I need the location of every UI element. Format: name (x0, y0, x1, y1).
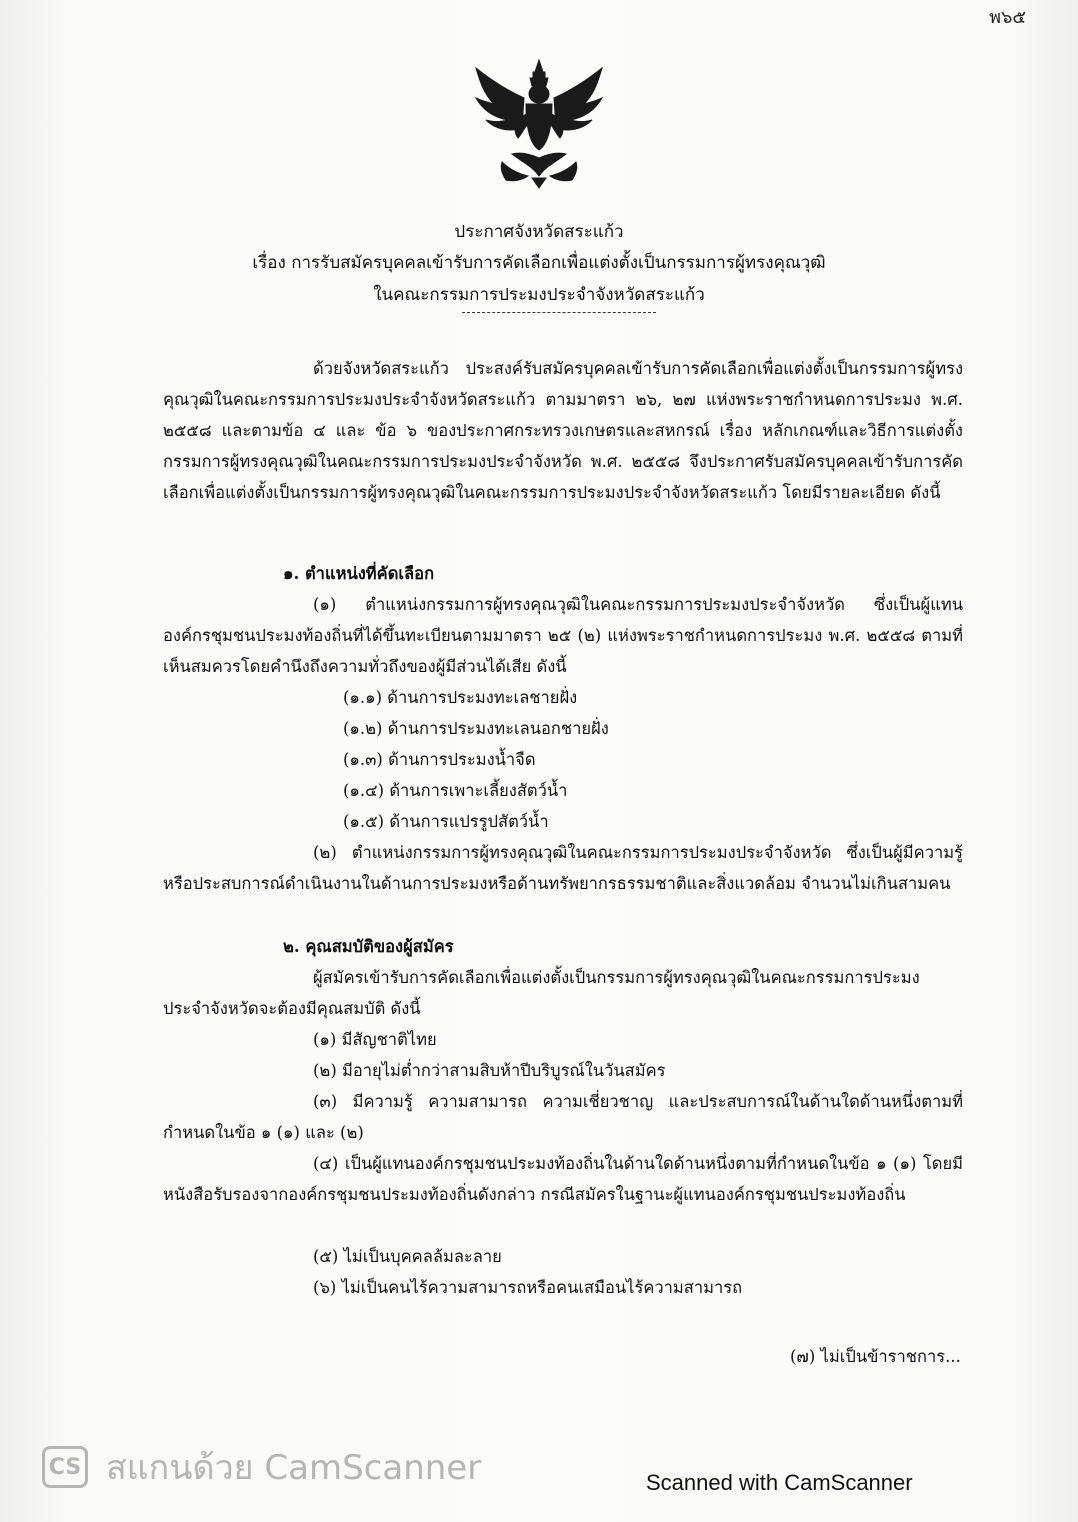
announcement-subject-continued: ในคณะกรรมการประมงประจำจังหวัดสระแก้ว (373, 285, 705, 305)
subitem-1-4: (๑.๔) ด้านการเพาะเลี้ยงสัตว์น้ำ (343, 781, 568, 800)
title-divider (462, 312, 656, 313)
section-2-intro: ผู้สมัครเข้ารับการคัดเลือกเพื่อแต่งตั้งเป็นกรรมการผู้ทรงคุณวุฒิในคณะกรรมการประมงประจำจังหวัดจะต้องมีคุณสมบัติ ดังนี้ (163, 968, 920, 1018)
qualification-1: (๑) มีสัญชาติไทย (313, 1030, 437, 1049)
announcement-subject: เรื่อง การรับสมัครบุคคลเข้ารับการคัดเลือกเพื่อแต่งตั้งเป็นกรรมการผู้ทรงคุณวุฒิ (252, 253, 826, 273)
camscanner-watermark (42, 1440, 481, 1494)
section-1-heading: ๑. ตำแหน่งที่คัดเลือก (283, 564, 435, 583)
qualification-2: (๒) มีอายุไม่ต่ำกว่าสามสิบห้าปีบริบูรณ์ในวันสมัคร (313, 1061, 666, 1080)
subitem-1-3: (๑.๓) ด้านการประมงน้ำจืด (343, 750, 536, 769)
qualification-6: (๖) ไม่เป็นคนไร้ความสามารถหรือคนเสมือนไร้ความสามารถ (313, 1278, 743, 1297)
camscanner-logo-icon: CS (42, 1446, 88, 1488)
camscanner-watermark-text: สแกนด้วย CamScanner (106, 1448, 482, 1488)
qualification-4: (๔) เป็นผู้แทนองค์กรชุมชนประมงท้องถิ่นในด้านใดด้านหนึ่งตามที่กำหนดในข้อ ๑ (๑) โดยมีหนังสือรับรองจากองค์กรชุมชนประมงท้องถิ่นดังกล่าว กรณีสมัครในฐานะผู้แทนองค์กรชุมชนประมงท้องถิ่น (163, 1154, 963, 1204)
announcement-title: ประกาศจังหวัดสระแก้ว (454, 222, 624, 242)
qualification-3: (๓) มีความรู้ ความสามารถ ความเชี่ยวชาญ และประสบการณ์ในด้านใดด้านหนึ่งตามที่กำหนดในข้อ ๑ (๑) และ (๒) (163, 1092, 963, 1142)
scanned-with-label: Scanned with CamScanner (646, 1470, 913, 1495)
subitem-1-5: (๑.๕) ด้านการแปรรูปสัตว์น้ำ (343, 812, 549, 831)
garuda-emblem-icon (472, 58, 606, 190)
intro-paragraph: ด้วยจังหวัดสระแก้ว ประสงค์รับสมัครบุคคลเข้ารับการคัดเลือกเพื่อแต่งตั้งเป็นกรรมการผู้ทรงคุณวุฒิในคณะกรรมการประมงประจำจังหวัดสระแก้ว ตามมาตรา ๒๖, ๒๗ แห่งพระราชกำหนดการประมง พ.ศ. ๒๕๕๘ และตามข้อ ๔ และ ข้อ ๖ ของประกาศกระทรวงเกษตรและสหกรณ์ เรื่อง หลักเกณฑ์และวิธีการแต่งตั้งกรรมการผู้ทรงคุณวุฒิในคณะกรรมการประมงประจำจังหวัด พ.ศ. ๒๕๕๘ จึงประกาศรับสมัครบุคคลเข้ารับการคัดเลือกเพื่อแต่งตั้งเป็นกรรมการผู้ทรงคุณวุฒิในคณะกรรมการประมงประจำจังหวัดสระแก้ว โดยมีรายละเอียด ดังนี้ (163, 359, 963, 502)
page-mark: พ๖๕ (989, 7, 1026, 28)
section-1-item-1: (๑) ตำแหน่งกรรมการผู้ทรงคุณวุฒิในคณะกรรมการประมงประจำจังหวัด ซึ่งเป็นผู้แทนองค์กรชุมชนประมงท้องถิ่นที่ได้ขึ้นทะเบียนตามมาตรา ๒๕ (๒) แห่งพระราชกำหนดการประมง พ.ศ. ๒๕๕๘ ตามที่เห็นสมควรโดยคำนึงถึงความทั่วถึงของผู้มีส่วนได้เสีย ดังนี้ (163, 595, 963, 676)
subitem-1-1: (๑.๑) ด้านการประมงทะเลชายฝั่ง (343, 688, 578, 707)
qualification-5: (๕) ไม่เป็นบุคคลล้มละลาย (313, 1247, 502, 1266)
section-1-item-2: (๒) ตำแหน่งกรรมการผู้ทรงคุณวุฒิในคณะกรรมการประมงประจำจังหวัด ซึ่งเป็นผู้มีความรู้หรือประสบการณ์ดำเนินงานในด้านการประมงหรือด้านทรัพยากรธรรมชาติและสิ่งแวดล้อม จำนวนไม่เกินสามคน (163, 843, 963, 893)
continuation-note: (๗) ไม่เป็นข้าราชการ... (790, 1347, 961, 1366)
subitem-1-2: (๑.๒) ด้านการประมงทะเลนอกชายฝั่ง (343, 719, 609, 738)
section-2-heading: ๒. คุณสมบัติของผู้สมัคร (283, 937, 454, 956)
